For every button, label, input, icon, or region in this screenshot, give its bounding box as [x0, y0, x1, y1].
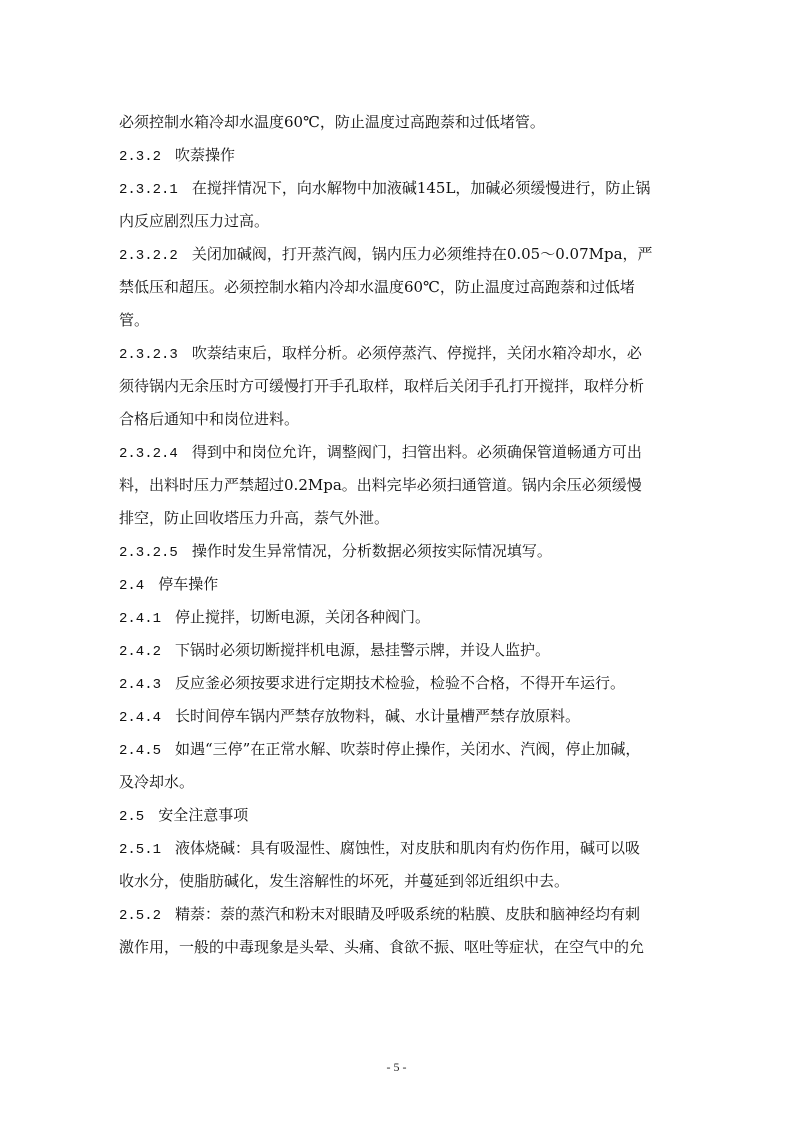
text-line	[119, 832, 675, 865]
document-body	[119, 106, 675, 964]
text-line	[119, 106, 675, 139]
section-heading	[119, 139, 675, 172]
text-line	[119, 370, 675, 403]
line-text: 在搅拌情况下，向水解物中加液碱145L，加碱必须缓慢进行，防止锅	[191, 179, 651, 197]
line-text: 精萘：萘的蒸汽和粉末对眼睛及呼吸系统的粘膜、皮肤和脑神经均有刺	[175, 905, 641, 923]
line-text: 吹萘结束后，取样分析。必须停蒸汽、停搅拌，关闭水箱冷却水，必	[191, 344, 642, 362]
text-line	[119, 502, 675, 535]
line-text: 须待锅内无余压时方可缓慢打开手孔取样，取样后关闭手孔打开搅拌，取样分析	[119, 377, 645, 395]
clause-number: 2.4.1	[119, 611, 162, 627]
line-text: 管。	[119, 311, 150, 329]
text-line	[119, 865, 675, 898]
clause-number: 2.5.2	[119, 908, 162, 924]
clause-number: 2.3.2.5	[119, 545, 178, 561]
line-text: 激作用，一般的中毒现象是头晕、头痛、食欲不振、呕吐等症状，在空气中的允	[119, 938, 645, 956]
text-line	[119, 403, 675, 436]
section-heading	[119, 568, 675, 601]
line-text: 必须控制水箱冷却水温度60℃，防止温度过高跑萘和过低堵管。	[119, 113, 545, 131]
section-heading	[119, 799, 675, 832]
text-line	[119, 535, 675, 568]
line-text: 如遇“三停”在正常水解、吹萘时停止操作，关闭水、汽阀，停止加碱，	[175, 740, 641, 758]
clause-number: 2.3.2.4	[119, 446, 178, 462]
text-line	[119, 766, 675, 799]
text-line	[119, 601, 675, 634]
clause-number: 2.4	[119, 578, 145, 594]
clause-number: 2.4.3	[119, 677, 162, 693]
clause-number: 2.3.2.3	[119, 347, 178, 363]
text-line	[119, 634, 675, 667]
clause-number: 2.3.2	[119, 149, 162, 165]
line-text: 停车操作	[158, 575, 219, 593]
text-line	[119, 733, 675, 766]
line-text: 内反应剧烈压力过高。	[119, 212, 270, 230]
line-text: 操作时发生异常情况，分析数据必须按实际情况填写。	[191, 542, 552, 560]
line-text: 反应釜必须按要求进行定期技术检验，检验不合格，不得开车运行。	[175, 674, 626, 692]
line-text: 禁低压和超压。必须控制水箱内冷却水温度60℃，防止温度过高跑萘和过低堵	[119, 278, 635, 296]
line-text: 下锅时必须切断搅拌机电源，悬挂警示牌，并设人监护。	[175, 641, 551, 659]
text-line	[119, 238, 675, 271]
text-line	[119, 898, 675, 931]
clause-number: 2.4.2	[119, 644, 162, 660]
text-line	[119, 304, 675, 337]
text-line	[119, 931, 675, 964]
line-text: 及冷却水。	[119, 773, 195, 791]
clause-number: 2.3.2.2	[119, 248, 178, 264]
line-text: 安全注意事项	[158, 806, 249, 824]
line-text: 合格后通知中和岗位进料。	[119, 410, 300, 428]
clause-number: 2.3.2.1	[119, 182, 178, 198]
line-text: 长时间停车锅内严禁存放物料，碱、水计量槽严禁存放原料。	[175, 707, 581, 725]
line-text: 停止搅拌，切断电源，关闭各种阀门。	[175, 608, 431, 626]
text-line	[119, 337, 675, 370]
text-line	[119, 469, 675, 502]
line-text: 液体烧碱：具有吸湿性、腐蚀性，对皮肤和肌肉有灼伤作用，碱可以吸	[175, 839, 641, 857]
line-text: 料，出料时压力严禁超过0.2Mpa。出料完毕必须扫通管道。锅内余压必须缓慢	[119, 476, 642, 494]
page-number: - 5 -	[386, 1060, 407, 1074]
line-text: 得到中和岗位允许，调整阀门，扫管出料。必须确保管道畅通方可出	[191, 443, 642, 461]
clause-number: 2.5.1	[119, 842, 162, 858]
text-line	[119, 172, 675, 205]
clause-number: 2.4.4	[119, 710, 162, 726]
clause-number: 2.4.5	[119, 743, 162, 759]
text-line	[119, 667, 675, 700]
text-line	[119, 271, 675, 304]
text-line	[119, 205, 675, 238]
line-text: 排空，防止回收塔压力升高，萘气外泄。	[119, 509, 390, 527]
text-line	[119, 700, 675, 733]
line-text: 吹萘操作	[175, 146, 236, 164]
text-line	[119, 436, 675, 469]
line-text: 关闭加碱阀，打开蒸汽阀，锅内压力必须维持在0.05～0.07Mpa，严	[191, 245, 653, 263]
clause-number: 2.5	[119, 809, 145, 825]
line-text: 收水分，使脂肪碱化，发生溶解性的坏死，并蔓延到邻近组织中去。	[119, 872, 570, 890]
